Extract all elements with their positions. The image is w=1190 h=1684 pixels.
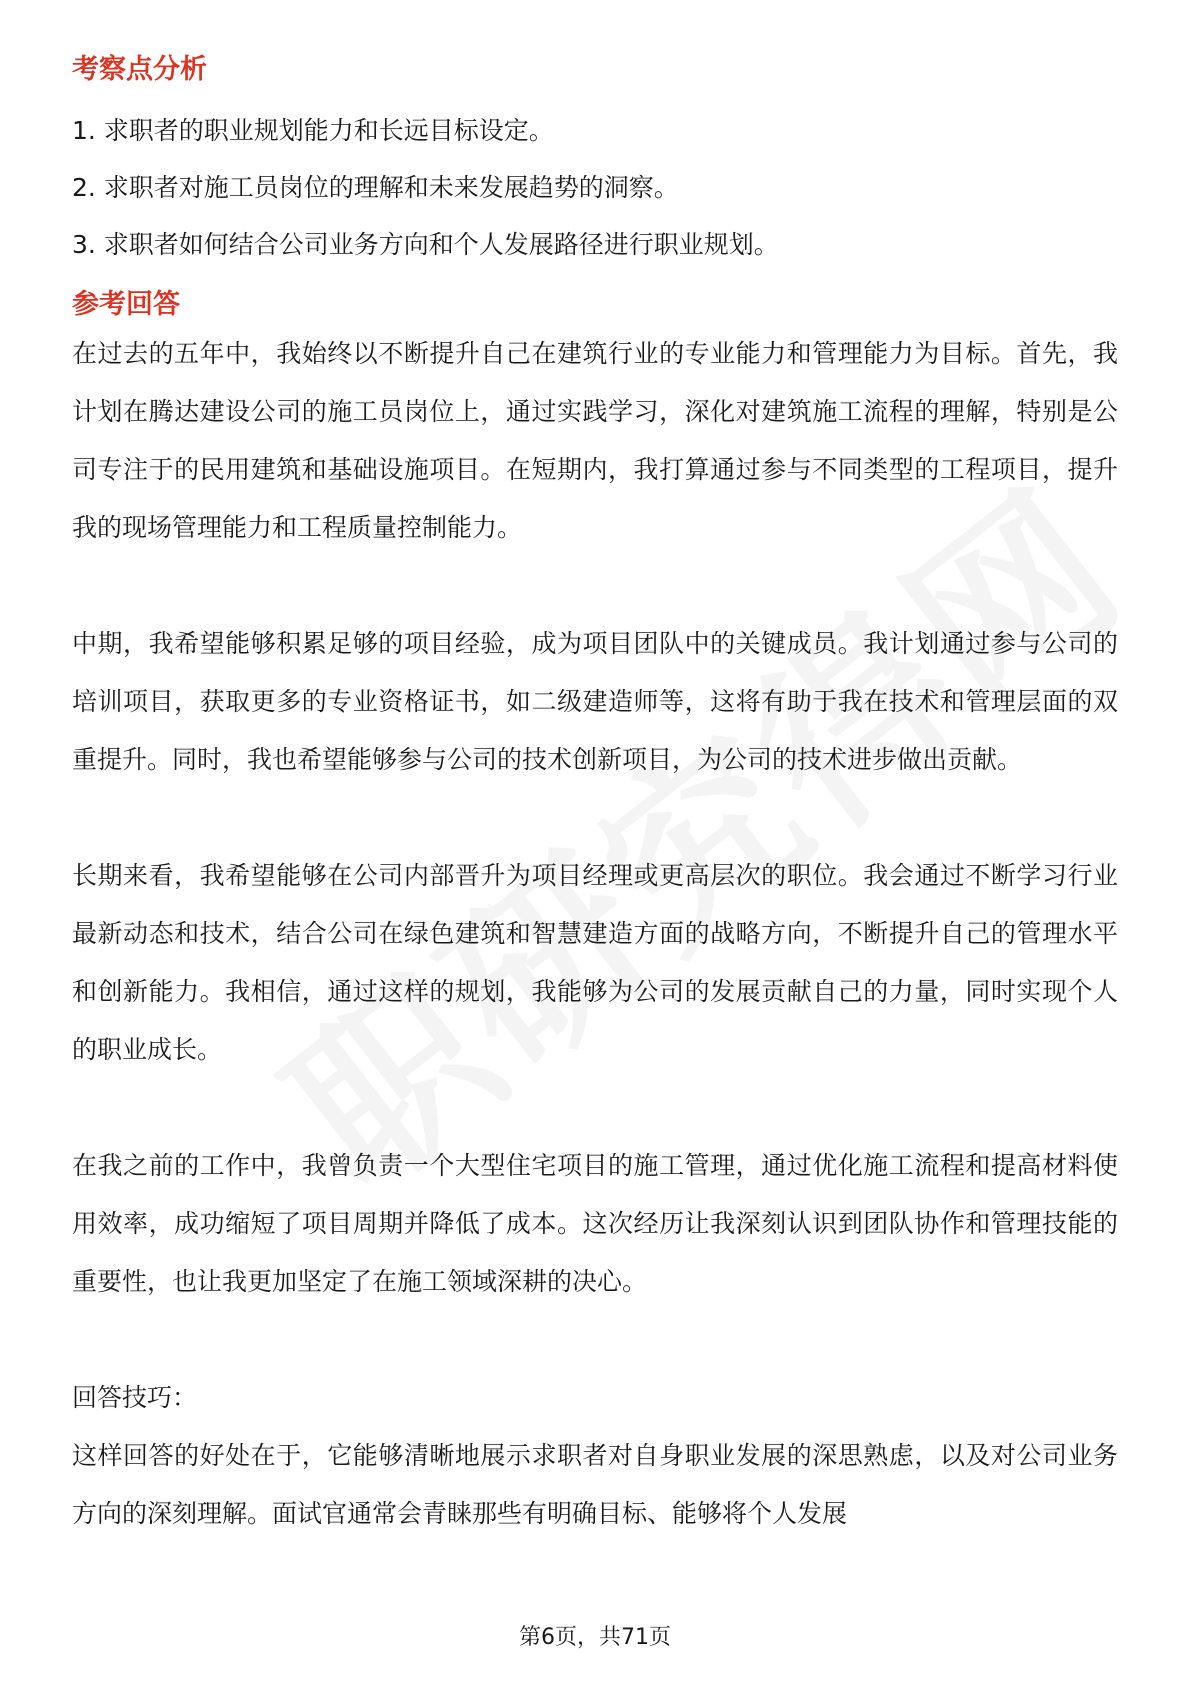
analysis-title: 考察点分析: [72, 54, 207, 85]
tips-paragraph: 这样回答的好处在于，它能够清晰地展示求职者对自身职业发展的深思熟虑，以及对公司业务方向的深刻理解。面试官通常会青睐那些有明确目标、能够将个人发展: [72, 1441, 1118, 1528]
answer-paragraph: 在我之前的工作中，我曾负责一个大型住宅项目的施工管理，通过优化施工流程和提高材料使用效率，成功缩短了项目周期并降低了成本。这次经历让我深刻认识到团队协作和管理技能的重要性，也让我更加坚定了在施工领域深耕的决心。: [72, 1151, 1118, 1296]
tips-label: 回答技巧：: [72, 1383, 198, 1412]
answer-paragraph: 中期，我希望能够积累足够的项目经验，成为项目团队中的关键成员。我计划通过参与公司的培训项目，获取更多的专业资格证书，如二级建造师等，这将有助于我在技术和管理层面的双重提升。同时，我也希望能够参与公司的技术创新项目，为公司的技术进步做出贡献。: [72, 629, 1118, 774]
page-number: 第6页，共71页: [519, 1625, 671, 1650]
answer-title: 参考回答: [72, 289, 180, 320]
answer-paragraph: 在过去的五年中，我始终以不断提升自己在建筑行业的专业能力和管理能力为目标。首先，我计划在腾达建设公司的施工员岗位上，通过实践学习，深化对建筑施工流程的理解，特别是公司专注于的民用建筑和基础设施项目。在短期内，我打算通过参与不同类型的工程项目，提升我的现场管理能力和工程质量控制能力。: [72, 339, 1118, 542]
analysis-point: 1. 求职者的职业规划能力和长远目标设定。: [72, 116, 554, 145]
analysis-point: 2. 求职者对施工员岗位的理解和未来发展趋势的洞察。: [72, 173, 679, 202]
analysis-point: 3. 求职者如何结合公司业务方向和个人发展路径进行职业规划。: [72, 230, 779, 259]
answer-paragraph: 长期来看，我希望能够在公司内部晋升为项目经理或更高层次的职位。我会通过不断学习行业最新动态和技术，结合公司在绿色建筑和智慧建造方面的战略方向，不断提升自己的管理水平和创新能力。我相信，通过这样的规划，我能够为公司的发展贡献自己的力量，同时实现个人的职业成长。: [72, 861, 1118, 1064]
page-content: [72, 50, 1118, 1543]
